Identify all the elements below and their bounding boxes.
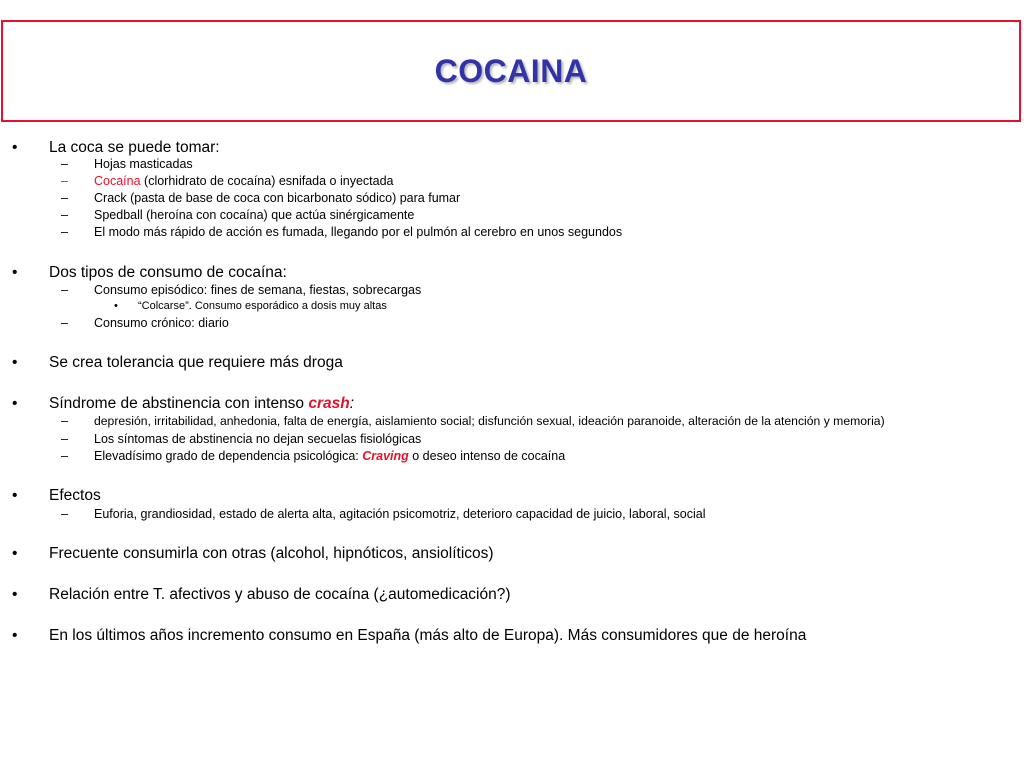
crash-emphasis: crash [308, 395, 350, 412]
dash-marker: – [61, 208, 68, 222]
sub-item-text: El modo más rápido de acción es fumada, llegando por el pulmón al cerebro en unos segundos [94, 225, 623, 239]
bullet-text: Relación entre T. afectivos y abuso de cocaína (¿automedicación?) [49, 586, 511, 603]
dash-marker: – [61, 225, 68, 239]
highlight-text: Cocaína [94, 174, 141, 188]
dash-marker: – [61, 507, 68, 521]
bullet-text: Efectos [49, 487, 101, 504]
bullet-text: Frecuente consumirla con otras (alcohol, hipnóticos, ansiolíticos) [49, 545, 494, 562]
sub-item-text: Spedball (heroína con cocaína) que actúa sinérgicamente [94, 208, 415, 222]
bullet-text: La coca se puede tomar: [49, 139, 220, 156]
bullet-marker: • [12, 586, 18, 603]
bullet-marker: • [12, 139, 18, 156]
bullet-marker: • [12, 487, 18, 504]
dash-marker: – [61, 449, 68, 463]
sub-item-text: Hojas masticadas [94, 157, 193, 171]
dash-marker: – [61, 316, 68, 330]
sub-item-text [94, 448, 565, 464]
sub-sub-item-text: “Colcarse”. Consumo esporádico a dosis muy altas [138, 300, 387, 312]
sub-item-text: Consumo episódico: fines de semana, fiestas, sobrecargas [94, 283, 422, 297]
bullet-marker: • [12, 395, 18, 412]
bullet-marker: • [12, 354, 18, 371]
dash-marker: – [61, 283, 68, 297]
sub-item-text-rest: (clorhidrato de cocaína) esnifada o inyectada [140, 174, 394, 188]
bullet-marker: • [12, 264, 18, 281]
bullet-marker: • [114, 300, 118, 312]
dash-marker: – [61, 414, 68, 428]
bullet-text: Dos tipos de consumo de cocaína: [49, 264, 287, 281]
bullet-text: Se crea tolerancia que requiere más droga [49, 354, 343, 371]
bullet-marker: • [12, 545, 18, 562]
sub-item-text: Los síntomas de abstinencia no dejan secuelas fisiológicas [94, 432, 422, 446]
dash-marker: – [61, 157, 68, 171]
sub-item-text-after: o deseo intenso de cocaína [408, 449, 566, 463]
bullet-text: En los últimos años incremento consumo en España (más alto de Europa). Más consumidores que de heroína [49, 627, 807, 644]
sub-item-text: Euforia, grandiosidad, estado de alerta alta, agitación psicomotriz, deterioro capacidad de juicio, laboral, social [94, 507, 706, 521]
sub-item-text: Crack (pasta de base de coca con bicarbonato sódico) para fumar [94, 191, 461, 205]
bullet-marker: • [12, 627, 18, 644]
slide-title: COCAINA [434, 52, 588, 89]
dash-marker: – [61, 174, 68, 188]
bullet-text [49, 395, 354, 413]
dash-marker: – [61, 191, 68, 205]
sub-item-text [94, 173, 394, 189]
dash-marker: – [61, 432, 68, 446]
sub-item-text-before: Elevadísimo grado de dependencia psicológica: [94, 449, 363, 463]
sub-item-text: Consumo crónico: diario [94, 316, 229, 330]
craving-emphasis: Craving [362, 449, 409, 463]
bullet-text-after: : [349, 395, 355, 412]
sub-item-text: depresión, irritabilidad, anhedonia, falta de energía, aislamiento social; disfunción sexual, ideación paranoide, alteración de la atención y memoria) [94, 414, 885, 428]
bullet-text-before: Síndrome de abstinencia con intenso [49, 395, 309, 412]
